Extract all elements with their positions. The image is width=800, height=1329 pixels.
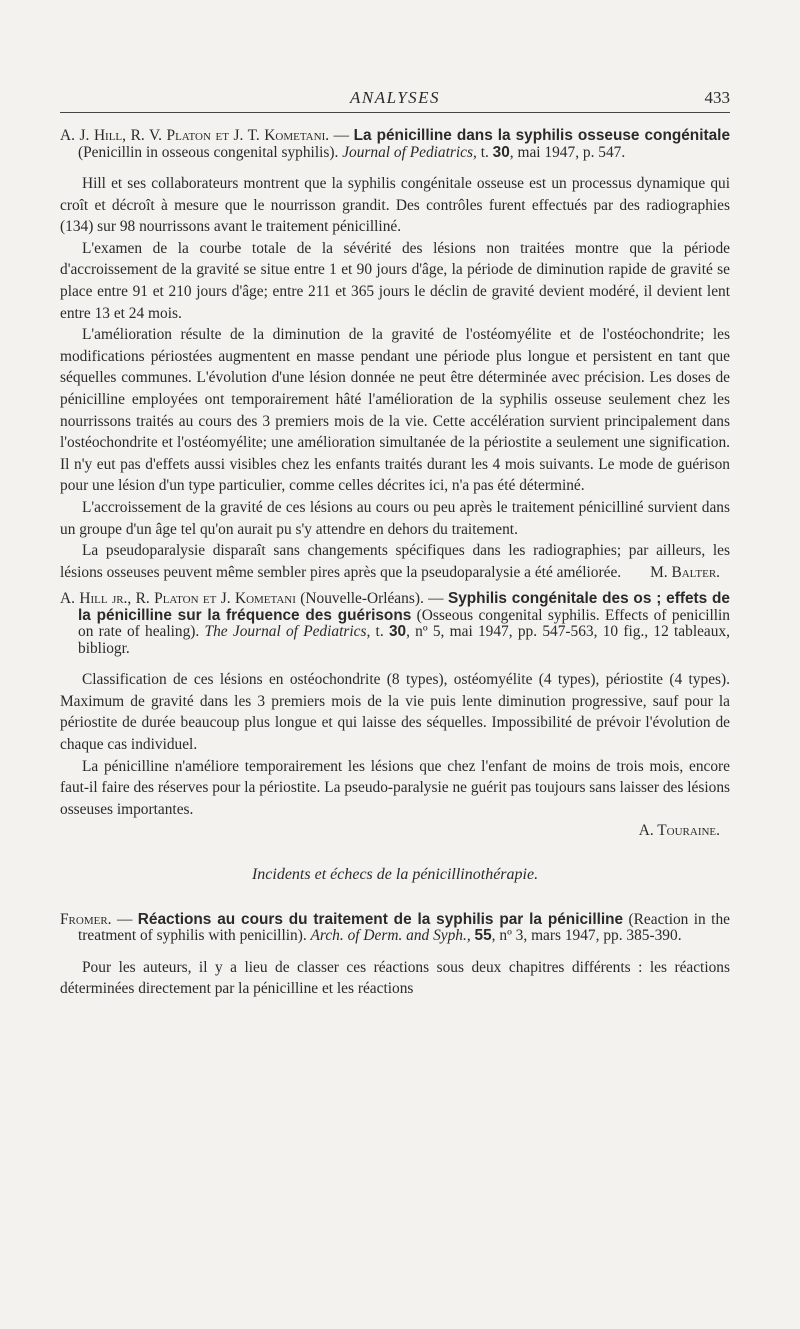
ref-title-en: (Reaction in the treatment of syphilis with penicillin). — [78, 910, 730, 945]
paragraph-text: La pseudoparalysie disparaît sans changements spécifiques dans les radiographies; par ailleurs, les lésions osseuses peuvent même sembler pires après que la pseudoparalysie a été améliorée. — [60, 542, 730, 581]
ref-title-en: (Penicillin in osseous congenital syphilis). — [78, 143, 343, 161]
reference-hill-1 — [60, 128, 730, 161]
page-number: 433 — [704, 88, 730, 107]
ref-volume: 30 — [492, 143, 510, 161]
ref-rest: , nº 3, mars 1947, pp. 385-390. — [491, 927, 682, 945]
ref-dash: — — [111, 910, 138, 928]
ref-volume: 55 — [474, 927, 492, 945]
ref-vol-pre: t. — [476, 143, 493, 161]
ref-authors-sc: Fromer. — [60, 910, 112, 928]
article-body — [60, 128, 730, 1000]
signature: A. Touraine. — [638, 822, 720, 840]
ref-place: (Nouvelle-Orléans). — [295, 590, 424, 608]
ref-journal: The Journal of Pediatrics, — [204, 623, 371, 641]
running-header — [60, 88, 730, 113]
signature: M. Balter. — [650, 563, 720, 581]
ref-authors-sc: Hill jr., R. Platon et J. Kometani — [79, 590, 296, 608]
ref-title: Réactions au cours du traitement de la syphilis par la pénicilline — [137, 910, 624, 928]
paragraph-with-signature — [60, 540, 730, 583]
paragraph: Classification de ces lésions en ostéochondrite (8 types), ostéomyélite (4 types), périostite (4 types). Maximum de gravité dans les 3 premiers mois de la vie puis lente diminution progressive, sauf pour la périostite de durée beaucoup plus longue et qui laisse des séquelles. Impossibilité de prévoir l'évolution de chaque cas individuel. — [60, 671, 730, 754]
ref-vol-pre: t. — [370, 623, 389, 641]
ref-authors-sc: Hill, R. V. Platon et J. T. Kometani. — [93, 127, 330, 144]
ref-rest: , nº 5, mai 1947, pp. 547-563, 10 fig., 12 tableaux, bibliogr. — [78, 623, 730, 657]
ref-title-en: (Osseous congenital syphilis. Effects of penicillin on rate of healing). — [78, 606, 730, 641]
section-title: Incidents et échecs de la pénicillinothérapie. — [251, 866, 539, 884]
ref-title: Syphilis congénitale des os ; effets de la pénicilline sur la fréquence des guérisons — [78, 590, 730, 624]
ref-volume: 30 — [388, 623, 407, 641]
ref-authors: A. — [60, 590, 80, 608]
paragraph: L'amélioration résulte de la diminution de la gravité de l'ostéomyélite et de l'ostéochondrite; les modifications périostées augmentent en masse pendant une période plus longue et persistent en tant que séquelles communes. L'évolution d'une lésion donnée ne peut être déterminée avec précision. Les doses de pénicilline employées ont temporairement hâté l'amélioration de la syphilis osseuse seulement chez les nourrissons traités au cours des 3 premiers mois de la vie. Cette accélération survient principalement dans l'ostéochondrite et l'ostéomyélite; une amélioration simultanée de la périostite a seulement une signification. Il n'y eut pas d'effets aussi visibles chez les enfants traités durant les 4 mois suivants. Le mode de guérison pour une lésion d'un type particulier, comme celles décrites ici, n'a pas été déterminé. — [60, 326, 730, 495]
reference-fromer — [60, 912, 730, 945]
ref-dash: — — [423, 590, 448, 608]
reference-hill-2 — [60, 591, 730, 657]
paragraph: Hill et ses collaborateurs montrent que la syphilis congénitale osseuse est un processus dynamique qui croît et décroît à mesure que le nourrisson grandit. Des contrôles furent effectués par des radiographies (134) sur 98 nourrissons avant le traitement pénicilliné. — [60, 175, 730, 236]
ref-journal: Arch. of Derm. and Syph., — [310, 927, 471, 945]
header-title: ANALYSES — [349, 88, 441, 107]
paragraph: L'examen de la courbe totale de la sévérité des lésions non traitées montre que la période d'accroissement de la gravité se situe entre 1 et 90 jours d'âge, la période de diminution rapide de gravité se place entre 91 et 210 jours d'âge; entre 211 et 365 jours le déclin de gravité devient modéré, il devient lent entre 13 et 24 mois. — [60, 239, 730, 322]
ref-journal: Journal of Pediatrics, — [342, 143, 477, 161]
paragraph: L'accroissement de la gravité de ces lésions au cours ou peu après le traitement pénicilliné survient dans un groupe d'un âge tel qu'on aurait pu s'y attendre en dehors du traitement. — [60, 498, 730, 538]
paragraph: La pénicilline n'améliore temporairement les lésions que chez l'enfant de moins de trois mois, encore faut-il faire des réserves pour la périostite. La pseudo-paralysie ne guérit pas toujours sans laisser des lésions osseuses importantes. — [60, 757, 730, 818]
ref-dash: — — [329, 127, 354, 144]
ref-rest: , mai 1947, p. 547. — [509, 143, 626, 161]
paragraph: Pour les auteurs, il y a lieu de classer ces réactions sous deux chapitres différents : les réactions déterminées directement par la pénicilline et les réactions — [60, 958, 730, 998]
ref-title: La pénicilline dans la syphilis osseuse congénitale — [353, 127, 730, 144]
ref-authors: A. J. — [60, 127, 94, 144]
